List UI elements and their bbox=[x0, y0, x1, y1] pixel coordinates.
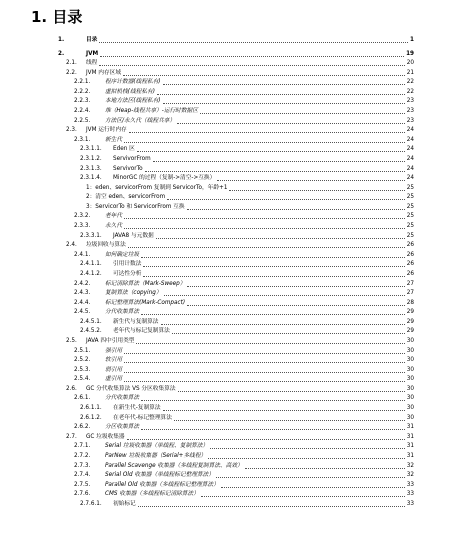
dot-leader bbox=[138, 506, 405, 507]
toc-entry-title: 弱引用 bbox=[105, 366, 123, 373]
toc-entry-page: 25 bbox=[406, 184, 414, 191]
toc-entry[interactable] bbox=[0, 48, 468, 58]
toc-entry[interactable] bbox=[0, 469, 468, 479]
toc-entry-title: 虚拟机栈(线程私有) bbox=[105, 88, 155, 95]
toc-entry-page: 31 bbox=[406, 424, 414, 431]
toc-entry-title: GC 分代收集算法 VS 分区收集算法 bbox=[86, 385, 176, 392]
toc-entry-title: 方法区/永久代（线程共享） bbox=[105, 117, 176, 124]
toc-entry-page: 33 bbox=[406, 491, 414, 498]
toc-entry-page: 30 bbox=[406, 347, 414, 354]
toc-entry-page: 31 bbox=[406, 452, 414, 459]
toc-entry-number: 2.4.5.2. bbox=[80, 328, 102, 335]
toc-entry-title: 本地方法区(线程私有) bbox=[105, 98, 161, 105]
toc-entry[interactable] bbox=[0, 134, 468, 144]
toc-entry[interactable] bbox=[0, 268, 468, 278]
toc-entry-number: 2.2. bbox=[66, 69, 77, 76]
toc-entry-page: 30 bbox=[406, 337, 414, 344]
toc-entry[interactable] bbox=[0, 460, 468, 470]
toc-entry-page: 30 bbox=[406, 405, 414, 412]
toc-entry-title: CMS 收集器（多线程标记清除算法） bbox=[105, 491, 199, 498]
toc-entry-number: 2.6. bbox=[66, 385, 77, 392]
toc-entry-page: 29 bbox=[406, 328, 414, 335]
toc-entry-number: 2.4. bbox=[66, 242, 77, 249]
toc-entry-number: 2.4.5. bbox=[74, 309, 91, 316]
toc-entry[interactable] bbox=[0, 182, 468, 192]
toc-entry-number: 2.7.3. bbox=[74, 462, 91, 469]
toc-entry[interactable] bbox=[0, 239, 468, 249]
toc-entry[interactable] bbox=[0, 488, 468, 498]
toc-entry-title: 新生代 bbox=[105, 136, 123, 143]
toc-entry[interactable] bbox=[0, 172, 468, 182]
toc-entry-number: 2.6.1.1. bbox=[80, 405, 102, 412]
toc-entry-title: 可达性分析 bbox=[113, 270, 142, 277]
toc-entry-title: 标记清除算法（Mark-Sweep） bbox=[105, 280, 186, 287]
toc-entry-title: Serial 垃圾收集器（单线程、复制算法） bbox=[105, 443, 209, 450]
toc-entry-page: 26 bbox=[406, 251, 414, 258]
toc-entry-number: 2.3. bbox=[66, 127, 77, 134]
toc-entry-title: JAVA 四中引用类型 bbox=[86, 337, 135, 344]
toc-entry-page: 25 bbox=[406, 194, 414, 201]
toc-entry-number: 2.4.4. bbox=[74, 299, 91, 306]
toc-entry-title: 线程 bbox=[86, 60, 98, 67]
toc-entry-page: 24 bbox=[406, 146, 414, 153]
toc-entry[interactable] bbox=[0, 57, 468, 67]
toc-entry-title: MinorGC 的过程（复制->清空->互换） bbox=[113, 175, 216, 182]
toc-entry-number: 2.4.2. bbox=[74, 280, 91, 287]
toc-entry-number: 2.3.2. bbox=[74, 213, 91, 220]
toc-entry[interactable] bbox=[0, 306, 468, 316]
toc-entry-title: 程序计数器(线程私有) bbox=[105, 79, 161, 86]
toc-entry-page: 30 bbox=[406, 414, 414, 421]
toc-entry[interactable] bbox=[0, 67, 468, 77]
toc-entry-page: 23 bbox=[406, 108, 414, 115]
toc-entry-page: 23 bbox=[406, 117, 414, 124]
toc-entry-page: 31 bbox=[406, 433, 414, 440]
toc-entry-number: 2.7.5. bbox=[74, 481, 91, 488]
toc-entry-title: 分代收集算法 bbox=[105, 309, 140, 316]
toc-entry-page: 1 bbox=[410, 37, 414, 43]
toc-entry-number: 2.1. bbox=[66, 60, 77, 67]
toc-entry-number: 2.2.2. bbox=[74, 88, 91, 95]
toc-entry-number: 2.3.3. bbox=[74, 223, 91, 230]
toc-entry[interactable] bbox=[0, 230, 468, 240]
toc-entry-page: 33 bbox=[406, 500, 414, 507]
toc-entry[interactable] bbox=[0, 479, 468, 489]
toc-entry[interactable] bbox=[0, 325, 468, 335]
toc-entry-number: 2.4.1.2. bbox=[80, 270, 102, 277]
toc-entry-title: 1：eden、servicorFrom 复制到 ServicorTo，年龄+1 bbox=[86, 184, 228, 191]
toc-entry-number: 2.5.3. bbox=[74, 366, 91, 373]
toc-entry[interactable] bbox=[0, 316, 468, 326]
toc-entry-title: 在老年代-标记整理算法 bbox=[113, 414, 172, 421]
toc-entry[interactable] bbox=[0, 440, 468, 450]
toc-entry-title: 目录 bbox=[86, 37, 98, 43]
toc-entry-page: 30 bbox=[406, 385, 414, 392]
toc-entry-number: 2.2.4. bbox=[74, 108, 91, 115]
toc-entry-title: 分代收集算法 bbox=[105, 395, 140, 402]
toc-entry-number: 2.5. bbox=[66, 337, 77, 344]
toc-entry-page: 30 bbox=[406, 357, 414, 364]
toc-entry[interactable] bbox=[0, 191, 468, 201]
toc-entry-title: JVM 内存区域 bbox=[86, 69, 122, 76]
toc-entry-number: 2.7.1. bbox=[74, 443, 91, 450]
toc-entry-page: 32 bbox=[406, 472, 414, 479]
toc-entry[interactable] bbox=[0, 143, 468, 153]
toc-entry-number: 2.6.1.2. bbox=[80, 414, 102, 421]
toc-entry[interactable] bbox=[0, 124, 468, 134]
toc-entry-title: 堆（Heap-线程共享）-运行时数据区 bbox=[105, 108, 198, 115]
toc-entry-page: 25 bbox=[406, 213, 414, 220]
toc-entry-title: 虚引用 bbox=[105, 376, 123, 383]
toc-entry-page: 30 bbox=[406, 376, 414, 383]
toc-entry[interactable] bbox=[0, 498, 468, 508]
toc-entry-number: 2.2.5. bbox=[74, 117, 91, 124]
toc-entry-title: Serial Old 收集器（单线程标记整理算法） bbox=[105, 472, 215, 479]
toc-entry-number: 2.5.4. bbox=[74, 376, 91, 383]
toc-entry-page: 25 bbox=[406, 232, 414, 239]
toc-entry[interactable] bbox=[0, 115, 468, 125]
toc-entry[interactable] bbox=[0, 95, 468, 105]
toc-entry[interactable] bbox=[0, 287, 468, 297]
toc-entry-number: 2.7.2. bbox=[74, 452, 91, 459]
toc-entry-page: 24 bbox=[406, 155, 414, 162]
toc-entry-page: 33 bbox=[406, 481, 414, 488]
toc-entry-title: 老年代 bbox=[105, 213, 123, 220]
toc-entry[interactable] bbox=[0, 364, 468, 374]
toc-entry-number: 2.2.3. bbox=[74, 98, 91, 105]
toc-entry-title: 分区收集算法 bbox=[105, 424, 140, 431]
toc-entry-number: 2.2.1. bbox=[74, 79, 91, 86]
toc-entry[interactable] bbox=[0, 86, 468, 96]
toc-entry-number: 2.5.2. bbox=[74, 357, 91, 364]
toc-entry-number: 2.3.1.3. bbox=[80, 165, 102, 172]
toc-entry-number: 2.3.1.4. bbox=[80, 175, 102, 182]
toc-entry-title: 老年代与标记复制算法 bbox=[113, 328, 170, 335]
toc-entry-number: 2.4.5.1. bbox=[80, 318, 102, 325]
toc-entry[interactable] bbox=[0, 373, 468, 383]
toc-entry-page: 26 bbox=[406, 242, 414, 249]
toc-entry-number: 2.5.1. bbox=[74, 347, 91, 354]
toc-entry-title: 新生代与复制算法 bbox=[113, 318, 159, 325]
toc-entry-page: 28 bbox=[406, 299, 414, 306]
toc-entry-number: 2. bbox=[58, 50, 65, 57]
toc-entry[interactable] bbox=[0, 105, 468, 115]
toc-entry-title: Eden 区 bbox=[113, 146, 135, 153]
toc-entry-number: 1. bbox=[58, 37, 65, 43]
toc-entry-title: 软引用 bbox=[105, 357, 123, 364]
toc-entry-title: 如何确定垃圾 bbox=[105, 251, 140, 258]
toc-entry-title: JAVA8 与元数据 bbox=[113, 232, 154, 239]
toc-entry-page: 25 bbox=[406, 203, 414, 210]
toc-entry-page: 20 bbox=[406, 60, 414, 67]
toc-entry-page: 29 bbox=[406, 318, 414, 325]
toc-entry-number: 2.3.1.1. bbox=[80, 146, 102, 153]
toc-entry-number: 2.4.3. bbox=[74, 290, 91, 297]
toc-entry[interactable] bbox=[0, 34, 468, 44]
toc-entry-page: 32 bbox=[406, 462, 414, 469]
toc-entry[interactable] bbox=[0, 278, 468, 288]
toc-entry-number: 2.4.1. bbox=[74, 251, 91, 258]
toc-entry-page: 27 bbox=[406, 290, 414, 297]
toc-entry-title: ServivorFrom bbox=[113, 155, 151, 162]
toc-entry-page: 22 bbox=[406, 79, 414, 86]
toc-entry-title: JVM bbox=[86, 50, 99, 57]
toc-entry-number: 2.7.4. bbox=[74, 472, 91, 479]
toc-entry[interactable] bbox=[0, 258, 468, 268]
toc-entry-number: 2.7.6. bbox=[74, 491, 91, 498]
toc-entry-number: 2.6.2. bbox=[74, 424, 91, 431]
toc-entry[interactable] bbox=[0, 421, 468, 431]
toc-entry-page: 24 bbox=[406, 127, 414, 134]
toc-entry-title: 标记整理算法(Mark-Compact) bbox=[105, 299, 186, 306]
toc-entry[interactable] bbox=[0, 392, 468, 402]
toc-entry-page: 24 bbox=[406, 136, 414, 143]
page-title: 1. 目录 bbox=[31, 8, 83, 26]
toc-entry[interactable] bbox=[0, 402, 468, 412]
toc-entry[interactable] bbox=[0, 412, 468, 422]
toc-entry[interactable] bbox=[0, 249, 468, 259]
toc-entry-page: 31 bbox=[406, 443, 414, 450]
toc-entry-page: 26 bbox=[406, 270, 414, 277]
toc-entry-number: 2.4.1.1. bbox=[80, 261, 102, 268]
toc-entry[interactable] bbox=[0, 335, 468, 345]
toc-entry-title: 引用计数法 bbox=[113, 261, 142, 268]
toc-entry-title: 3：ServicorTo 和 ServicorFrom 互换 bbox=[86, 203, 185, 210]
toc-entry-title: Parallel Old 收集器（多线程标记整理算法） bbox=[105, 481, 219, 488]
toc-entry-title: ServivorTo bbox=[113, 165, 143, 172]
toc-entry-page: 21 bbox=[406, 69, 414, 76]
toc-entry-page: 30 bbox=[406, 395, 414, 402]
toc-entry-page: 25 bbox=[406, 223, 414, 230]
toc-entry-number: 2.3.1.2. bbox=[80, 155, 102, 162]
toc-entry-title: Parallel Scavenge 收集器（多线程复制算法、高效） bbox=[105, 462, 243, 469]
toc-entry-title: 2：清空 eden、servicorFrom bbox=[86, 194, 166, 201]
toc-entry-number: 2.7.6.1. bbox=[80, 500, 102, 507]
toc-entry[interactable] bbox=[0, 76, 468, 86]
toc-entry-title: 在新生代-复制算法 bbox=[113, 405, 161, 412]
toc-entry-page: 19 bbox=[406, 50, 414, 57]
toc-entry-page: 22 bbox=[406, 88, 414, 95]
toc-entry-number: 2.3.3.1. bbox=[80, 232, 102, 239]
toc-entry-title: 强引用 bbox=[105, 347, 123, 354]
toc-entry-title: JVM 运行时内存 bbox=[86, 127, 127, 134]
toc-entry-title: 垃圾回收与算法 bbox=[86, 242, 126, 249]
toc-entry-page: 24 bbox=[406, 165, 414, 172]
toc-entry-number: 2.3.1. bbox=[74, 136, 91, 143]
toc-entry[interactable] bbox=[0, 153, 468, 163]
toc-entry[interactable] bbox=[0, 163, 468, 173]
toc-entry-page: 29 bbox=[406, 309, 414, 316]
toc-entry-title: 复制算法（copying） bbox=[105, 290, 162, 297]
toc-entry[interactable] bbox=[0, 354, 468, 364]
toc-entry[interactable] bbox=[0, 201, 468, 211]
toc-entry[interactable] bbox=[0, 383, 468, 393]
toc-entry[interactable] bbox=[0, 220, 468, 230]
toc-entry[interactable] bbox=[0, 297, 468, 307]
toc-entry-page: 26 bbox=[406, 261, 414, 268]
toc-entry-title: 初始标记 bbox=[113, 500, 136, 507]
toc-entry-title: 永久代 bbox=[105, 223, 123, 230]
toc-entry[interactable] bbox=[0, 431, 468, 441]
toc-entry[interactable] bbox=[0, 345, 468, 355]
toc-entry-number: 2.6.1. bbox=[74, 395, 91, 402]
toc-entry-page: 27 bbox=[406, 280, 414, 287]
toc-entry-page: 30 bbox=[406, 366, 414, 373]
toc-entry-number: 2.7. bbox=[66, 433, 77, 440]
toc-entry-page: 24 bbox=[406, 175, 414, 182]
toc-entry-title: GC 垃圾收集器 bbox=[86, 433, 125, 440]
toc-entry-page: 23 bbox=[406, 98, 414, 105]
toc-entry-title: ParNew 垃圾收集器（Serial+多线程） bbox=[105, 452, 207, 459]
toc-entry[interactable] bbox=[0, 450, 468, 460]
toc-entry[interactable] bbox=[0, 210, 468, 220]
dot-leader bbox=[99, 42, 408, 43]
